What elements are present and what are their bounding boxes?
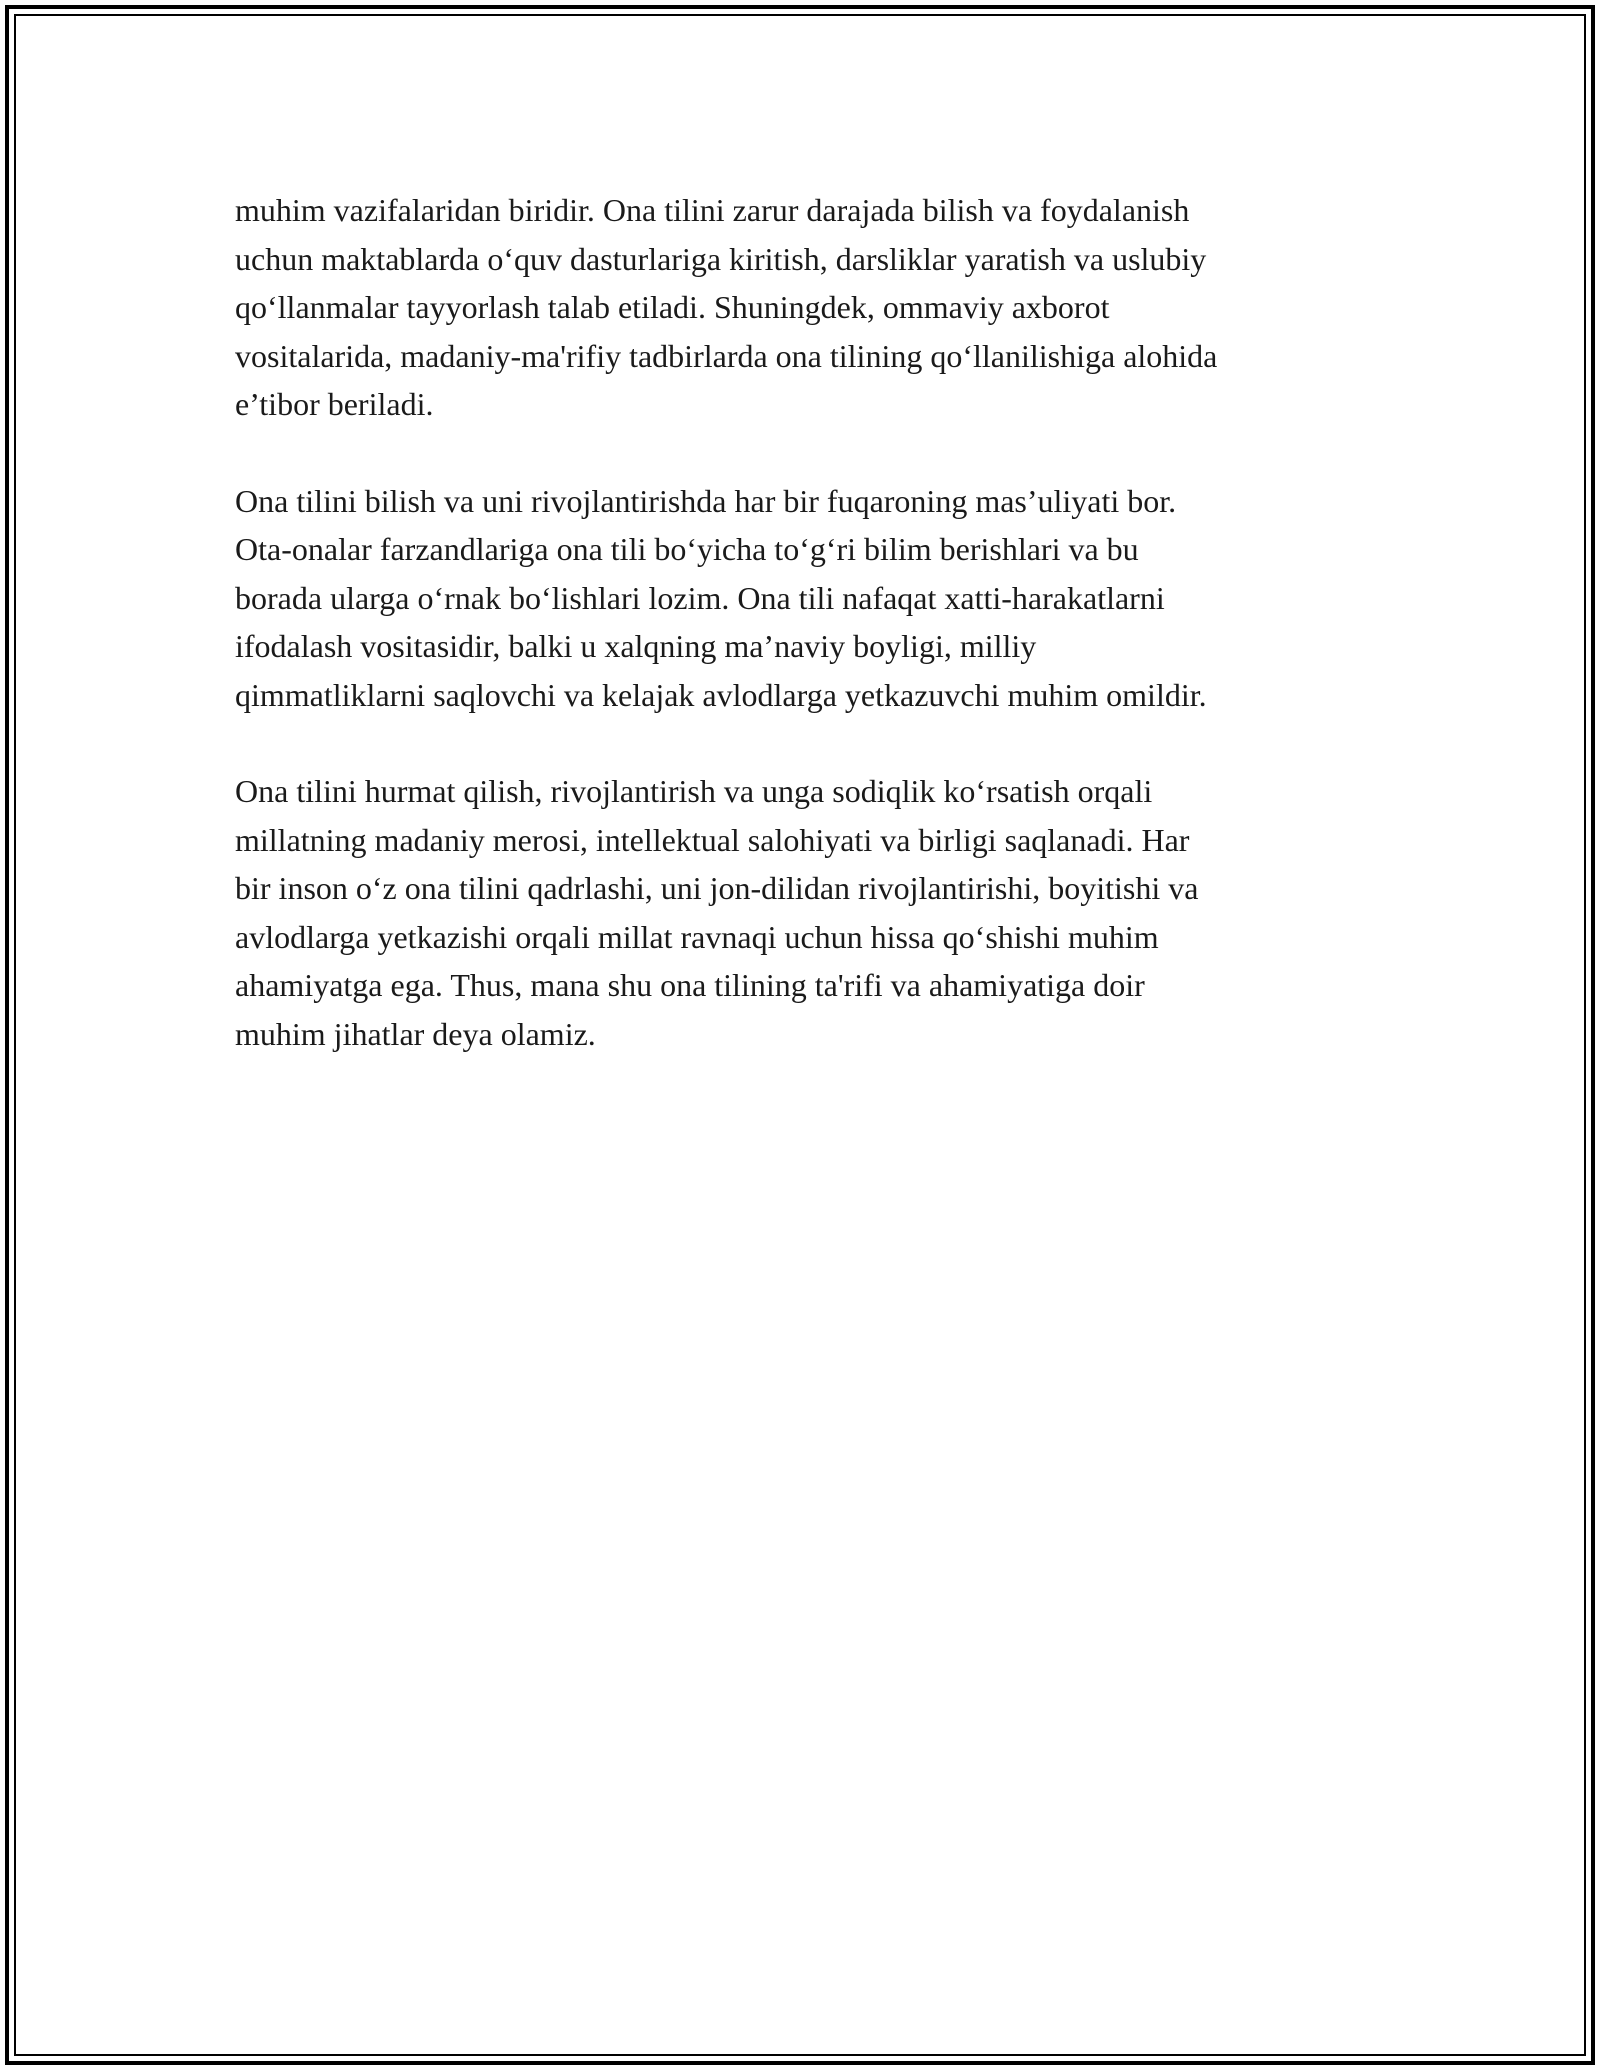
text-line: borada ularga o‘rnak bo‘lishlari lozim. Ona tili nafaqat xatti-harakatlarni bbox=[235, 579, 1165, 616]
text-line: muhim vazifalaridan biridir. Ona tilini zarur darajada bilish va foydalanish bbox=[235, 192, 1190, 228]
document-body bbox=[235, 186, 1375, 1106]
text-line: ahamiyatga ega. Thus, mana shu ona tilining ta'rifi va ahamiyatiga doir bbox=[235, 967, 1145, 1003]
text-line: qimmatliklarni saqlovchi va kelajak avlodlarga yetkazuvchi muhim omildir. bbox=[235, 676, 1207, 713]
text-line: qo‘llanmalar tayyorlash talab etiladi. Shuningdek, ommaviy axborot bbox=[235, 289, 1110, 325]
paragraph-3 bbox=[235, 767, 1375, 1058]
text-line: muhim jihatlar deya olamiz. bbox=[235, 1015, 596, 1052]
text-line: e’tibor beriladi. bbox=[235, 386, 434, 422]
text-line: Ota-onalar farzandlariga ona tili bo‘yicha to‘g‘ri bilim berishlari va bu bbox=[235, 531, 1139, 567]
text-line: Ona tilini hurmat qilish, rivojlantirish va unga sodiqlik ko‘rsatish orqali bbox=[235, 773, 1153, 809]
text-line: ifodalash vositasidir, balki u xalqning ma’naviy boyligi, milliy bbox=[235, 628, 1037, 664]
text-line: bir inson o‘z ona tilini qadrlashi, uni jon-dilidan rivojlantirishi, boyitishi va bbox=[235, 870, 1199, 906]
text-line: millatning madaniy merosi, intellektual salohiyati va birligi saqlanadi. Har bbox=[235, 821, 1190, 858]
text-line: Ona tilini bilish va uni rivojlantirishda har bir fuqaroning mas’uliyati bor. bbox=[235, 482, 1177, 519]
paragraph-2 bbox=[235, 477, 1375, 720]
text-line: avlodlarga yetkazishi orqali millat ravnaqi uchun hissa qo‘shishi muhim bbox=[235, 918, 1159, 955]
text-line: vositalarida, madaniy-ma'rifiy tadbirlarda ona tilining qo‘llanilishiga alohida bbox=[235, 337, 1218, 374]
text-line: uchun maktablarda o‘quv dasturlariga kiritish, darsliklar yaratish va uslubiy bbox=[235, 240, 1207, 277]
paragraph-1 bbox=[235, 186, 1375, 429]
